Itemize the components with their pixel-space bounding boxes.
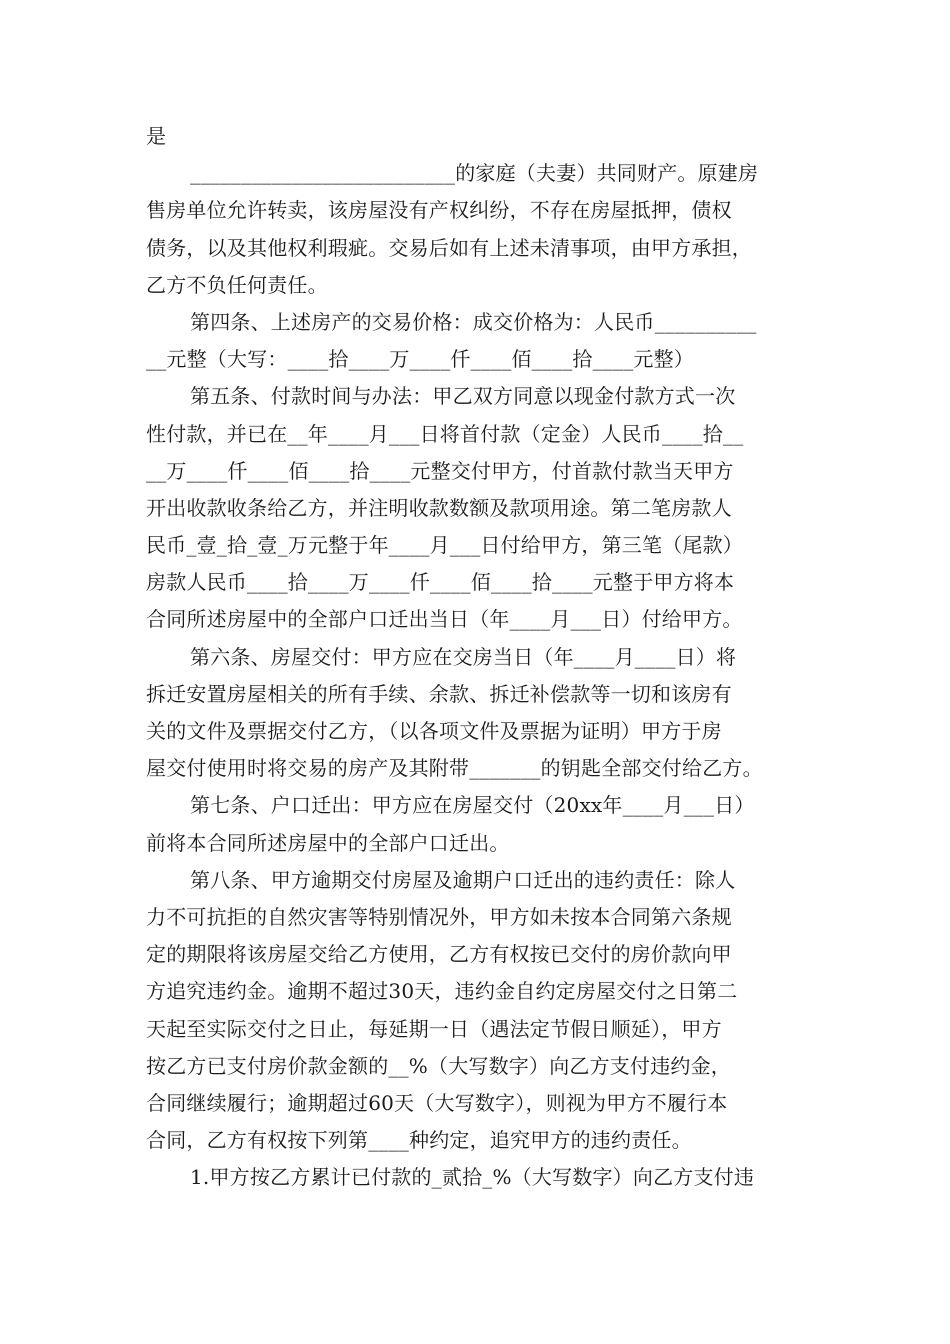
text-line: 合同，乙方有权按下列第____种约定，追究甲方的违约责任。 <box>146 1128 692 1153</box>
text-line: 第七条、户口迁出：甲方应在房屋交付（20xx年____月___日） <box>190 793 755 818</box>
text-line: 房款人民币____拾____万____仟____佰____拾____元整于甲方将本 <box>146 570 735 595</box>
text-line: __万____仟____佰____拾____元整交付甲方，付首款付款当天甲方 <box>146 458 734 483</box>
text-line: 第八条、甲方逾期交付房屋及逾期户口迁出的违约责任：除人 <box>190 867 736 892</box>
text-line: 第五条、付款时间与办法：甲乙双方同意以现金付款方式一次 <box>190 384 736 409</box>
text-line: 民币_壹_拾_壹_万元整于年____月___日付给甲方，第三笔（尾款） <box>146 533 743 558</box>
text-line: 定的期限将该房屋交给乙方使用，乙方有权按已交付的房价款向甲 <box>146 942 732 967</box>
text-line: 1.甲方按乙方累计已付款的_贰拾_%（大写数字）向乙方支付违 <box>190 1165 755 1190</box>
text-line: 第六条、房屋交付：甲方应在交房当日（年____月____日）将 <box>190 644 737 669</box>
text-line: 第四条、上述房产的交易价格：成交价格为：人民币__________ <box>190 309 757 334</box>
text-line: 屋交付使用时将交易的房产及其附带_______的钥匙全部交付给乙方。 <box>146 756 763 781</box>
text-line: 售房单位允许转卖，该房屋没有产权纠纷，不存在房屋抵押，债权 <box>146 198 732 223</box>
text-line: 拆迁安置房屋相关的所有手续、余款、拆迁补偿款等一切和该房有 <box>146 681 732 706</box>
text-line: 性付款，并已在__年____月___日将首付款（定金）人民币____拾__ <box>146 421 744 446</box>
text-line: 力不可抗拒的自然灾害等特别情况外，甲方如未按本合同第六条规 <box>146 904 732 929</box>
contract-body <box>146 118 836 1196</box>
text-line: 关的文件及票据交付乙方，（以各项文件及票据为证明）甲方于房 <box>146 719 722 743</box>
text-line: 是 <box>146 124 167 148</box>
text-line: __元整（大写：____拾____万____仟____佰____拾____元整） <box>146 347 694 372</box>
text-line: __________________________的家庭（夫妻）共同财产。原建房 <box>190 161 759 186</box>
text-line: 前将本合同所述房屋中的全部户口迁出。 <box>146 830 510 855</box>
text-line: 合同继续履行；逾期超过60天（大写数字），则视为甲方不履行本 <box>146 1090 728 1115</box>
text-line: 合同所述房屋中的全部户口迁出当日（年____月___日）付给甲方。 <box>146 607 743 632</box>
text-line: 开出收款收条给乙方，并注明收款数额及款项用途。第二笔房款人 <box>146 495 732 520</box>
text-line: 债务，以及其他权利瑕疵。交易后如有上述未清事项，由甲方承担， <box>146 235 752 260</box>
text-line: 乙方不负任何责任。 <box>146 272 328 297</box>
text-line: 按乙方已支付房价款金额的__%（大写数字）向乙方支付违约金， <box>146 1053 732 1078</box>
text-line: 天起至实际交付之日止，每延期一日（遇法定节假日顺延），甲方 <box>146 1016 722 1041</box>
text-line: 方追究违约金。逾期不超过30天，违约金自约定房屋交付之日第二 <box>146 979 738 1004</box>
